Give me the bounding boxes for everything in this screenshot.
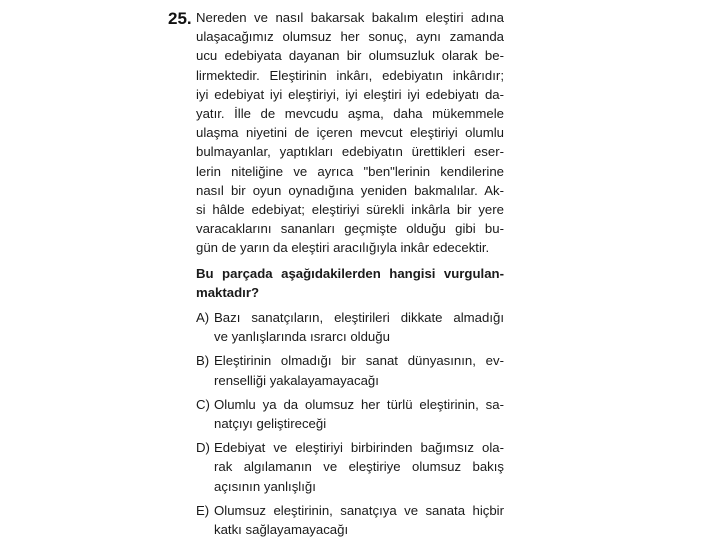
option-d[interactable] xyxy=(168,438,504,496)
answer-options xyxy=(168,308,504,539)
option-text xyxy=(214,351,504,389)
passage-line: si hâlde edebiyat; eleştiriyi sürekli inkârla bir yere xyxy=(196,202,504,218)
passage-line: lirmektedir. Eleştirinin inkârı, edebiyatın inkârıdır; xyxy=(196,67,504,83)
option-a[interactable] xyxy=(168,308,504,346)
option-line: renselliği yakalayamayacağı xyxy=(214,372,379,388)
option-line: Olumlu ya da olumsuz her türlü eleştirinin, sa- xyxy=(214,396,504,412)
option-line: açısının yanlışlığı xyxy=(214,478,316,494)
option-line: natçıyı geliştireceği xyxy=(214,416,327,432)
passage-line: gün de yarın da eleştiri aracılığıyla inkâr edecektir. xyxy=(196,240,490,256)
passage-line: yatır. İlle de mevcudu aşma, daha mükemmele xyxy=(196,106,504,122)
option-letter: A) xyxy=(196,310,210,326)
option-line: Bazı sanatçıların, eleştirileri dikkate almadığı xyxy=(214,310,504,326)
passage-line: ulaşma niyetini de içeren mevcut eleştiriyi olumlu xyxy=(196,125,504,141)
question-block xyxy=(168,8,508,544)
option-text xyxy=(214,501,504,539)
question-body xyxy=(196,8,504,539)
passage-line: Nereden ve nasıl bakarsak bakalım eleştiri adına xyxy=(196,10,504,25)
passage xyxy=(196,8,504,258)
option-line: katkı sağlayamayacağı xyxy=(214,522,349,538)
option-line: rak algılamanın ve eleştiriye olumsuz bakış xyxy=(214,459,504,475)
option-line: Olumsuz eleştirinin, sanatçıya ve sanata hiçbir xyxy=(214,502,504,518)
option-line: Eleştirinin olmadığı bir sanat dünyasının, ev- xyxy=(214,353,504,369)
passage-line: ucu edebiyata dayanan bir olumsuzluk olarak be- xyxy=(196,48,504,64)
stem-line: Bu parçada aşağıdakilerden hangisi vurgulan- xyxy=(196,265,504,281)
option-letter: E) xyxy=(196,502,210,518)
option-e[interactable] xyxy=(168,501,504,539)
option-line: ve yanlışlarında ısrarcı olduğu xyxy=(214,329,390,345)
option-c[interactable] xyxy=(168,395,504,433)
option-b[interactable] xyxy=(168,351,504,389)
option-text xyxy=(214,438,504,496)
passage-line: varacaklarını sananları geçmişte olduğu gibi bu- xyxy=(196,221,504,237)
passage-line: iyi edebiyat iyi eleştiriyi, iyi eleştiri iyi edebiyatı da- xyxy=(196,86,504,102)
stem-line: maktadır? xyxy=(196,284,260,300)
option-letter: C) xyxy=(196,396,210,412)
passage-line: ulaşacağımız olumsuz her sonuç, aynı zamanda xyxy=(196,29,504,45)
option-text xyxy=(214,395,504,433)
question-number: 25. xyxy=(168,9,192,28)
passage-line: lerin niteliğine ve ayrıca "ben"lerinin kendilerine xyxy=(196,163,504,179)
option-text xyxy=(214,308,504,346)
passage-line: nasıl bir oyun oynadığına yeniden bakmalılar. Ak- xyxy=(196,182,504,198)
question-stem xyxy=(196,264,504,302)
option-letter: D) xyxy=(196,440,210,456)
option-letter: B) xyxy=(196,353,210,369)
option-line: Edebiyat ve eleştiriyi birbirinden bağımsız ola- xyxy=(214,440,504,456)
passage-line: bulmayanlar, yaptıkları edebiyatın ürettikleri eser- xyxy=(196,144,504,160)
